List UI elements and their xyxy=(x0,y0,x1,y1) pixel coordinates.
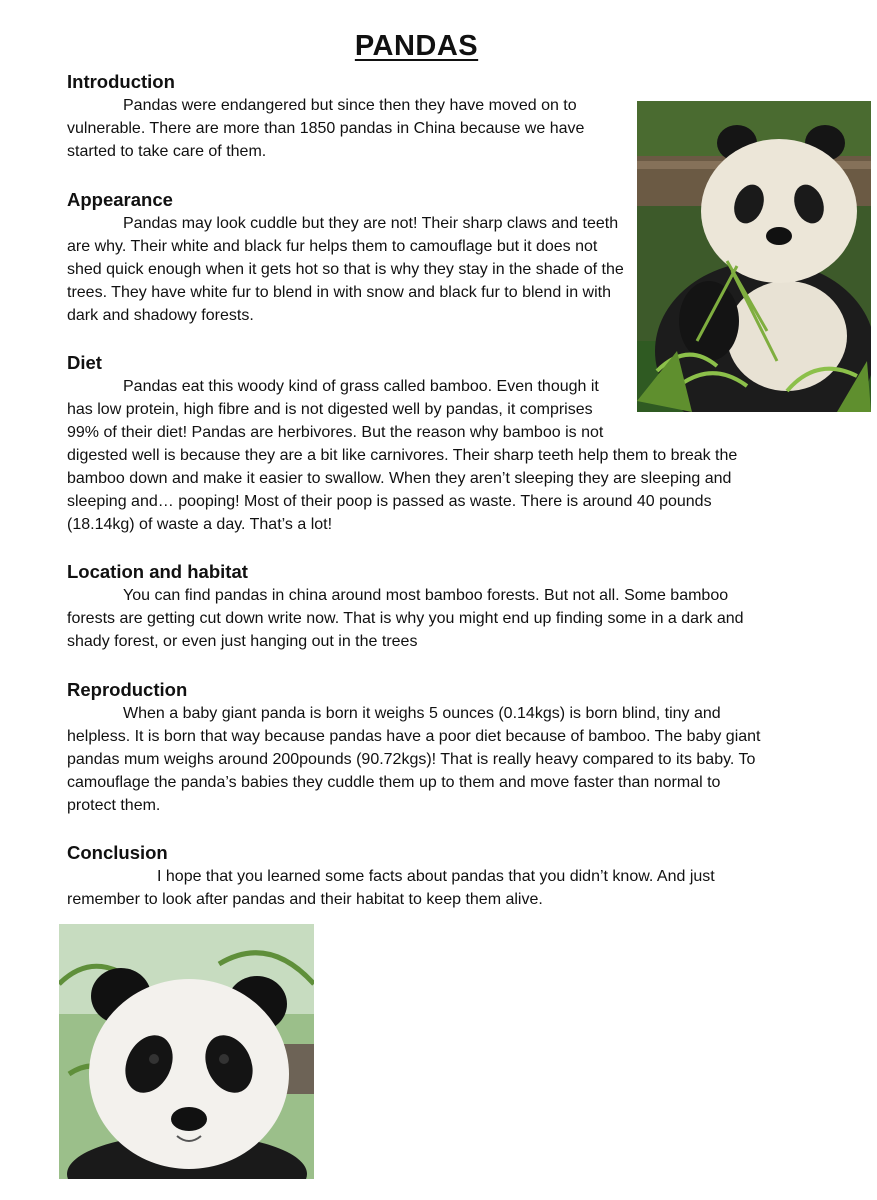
panda-face-closeup-photo xyxy=(59,924,314,1179)
section-appearance xyxy=(67,188,627,327)
panda-eating-bamboo-photo xyxy=(637,101,871,412)
section-paragraph: Pandas may look cuddle but they are not! Their sharp claws and teeth are why. Their white and black fur helps them to camouflage but it does not shed quick enough when it gets hot so that is why they stay in the shade of the trees. They have white fur to blend in with snow and black fur to blend in with dark and shadowy forests. xyxy=(67,215,624,324)
section-paragraph: You can find pandas in china around most bamboo forests. But not all. Some bamboo forests are getting cut down write now. That is why you might end up finding some in a dark and shady forest, or even just hanging out in the trees xyxy=(67,587,744,650)
section-paragraph: I hope that you learned some facts about pandas that you didn’t know. And just remember to look after pandas and their habitat to keep them alive. xyxy=(67,868,715,908)
section-paragraph: When a baby giant panda is born it weighs 5 ounces (0.14kgs) is born blind, tiny and helpless. It is born that way because pandas have a poor diet because of bamboo. The baby giant pandas mum weighs around 200pounds (90.72kgs)! That is really heavy compared to its baby. To camouflage the panda’s babies they cuddle them up to them and move faster than normal to protect them. xyxy=(67,705,761,814)
section-location-habitat xyxy=(67,560,767,653)
section-heading: Introduction xyxy=(67,71,175,92)
section-heading: Appearance xyxy=(67,189,173,210)
section-paragraph: Pandas eat this woody kind of grass called bamboo. Even though it has low protein, high fibre and is not digested well by pandas, it comprises 99% of their diet! Pandas are herbivores. But the reason why bamboo is not digested well is because they are a bit like carnivores. Their sharp teeth help them to break the bamboo down and make it easier to swallow. When they aren’t sleeping they are sleeping and sleeping and… pooping! Most of their poop is passed as waste. There is around 40 pounds (18.14kg) of waste a day. That’s a lot! xyxy=(67,378,738,533)
section-heading: Location and habitat xyxy=(67,561,248,582)
section-paragraph: Pandas were endangered but since then they have moved on to vulnerable. There are more than 1850 pandas in China because we have started to take care of them. xyxy=(67,97,585,160)
section-reproduction xyxy=(67,678,767,817)
panda-eating-bamboo-illustration xyxy=(637,101,871,412)
section-conclusion xyxy=(67,841,767,911)
section-heading: Conclusion xyxy=(67,842,168,863)
section-heading: Diet xyxy=(67,352,102,373)
document-title: PANDAS xyxy=(354,30,479,62)
panda-face-illustration xyxy=(59,924,314,1179)
section-introduction xyxy=(67,70,627,163)
section-heading: Reproduction xyxy=(67,679,188,700)
